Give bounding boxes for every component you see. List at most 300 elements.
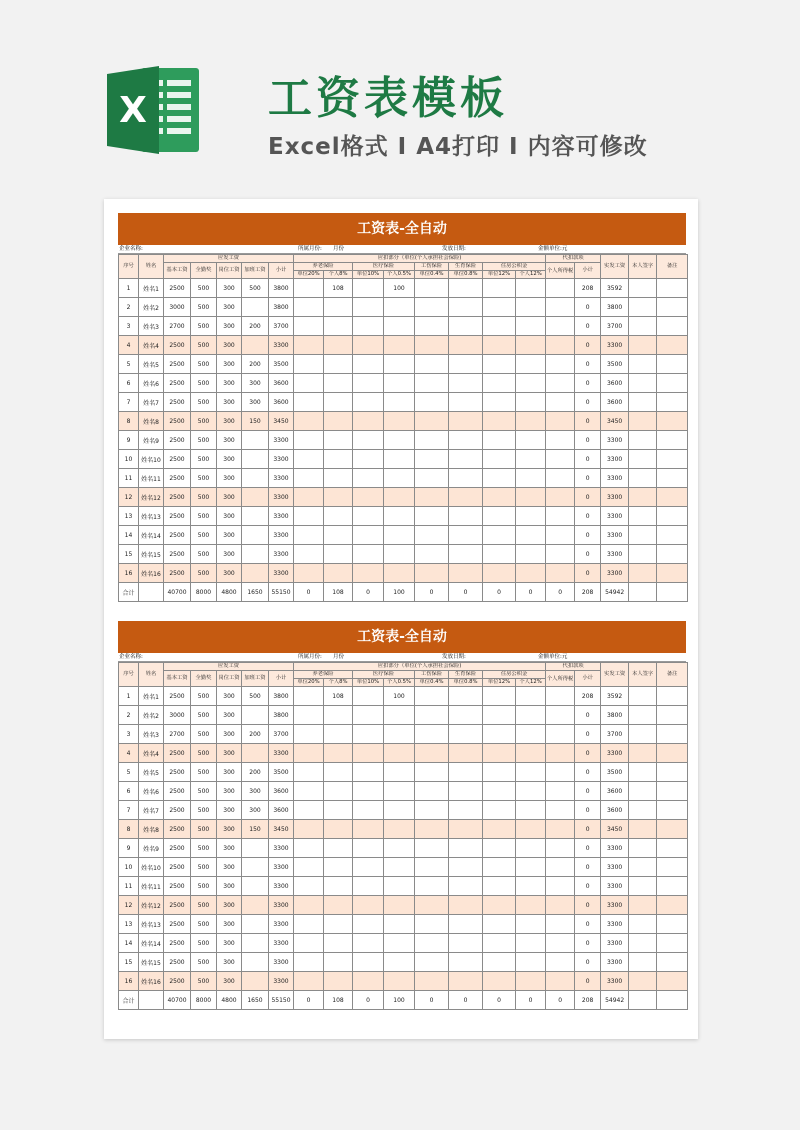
remark-cell[interactable]: [657, 374, 688, 393]
housing-unit-cell[interactable]: [483, 355, 516, 374]
pension-unit-cell[interactable]: [294, 374, 324, 393]
seq-cell: 2: [119, 706, 139, 725]
signature-cell[interactable]: [629, 839, 657, 858]
maternity-unit-cell[interactable]: [449, 431, 483, 450]
medical-personal-cell: 100: [384, 279, 415, 298]
signature-cell[interactable]: [629, 469, 657, 488]
maternity-unit-cell[interactable]: [449, 915, 483, 934]
medical-unit-cell[interactable]: [353, 839, 384, 858]
col-maternity-unit: 单位0.8%: [449, 679, 483, 687]
housing-unit-cell[interactable]: [483, 801, 516, 820]
medical-unit-cell[interactable]: [353, 298, 384, 317]
maternity-unit-cell[interactable]: [449, 877, 483, 896]
maternity-unit-cell[interactable]: [449, 763, 483, 782]
pension-personal-cell: [324, 450, 353, 469]
pension-unit-cell[interactable]: [294, 915, 324, 934]
subtotal-cell: 3300: [269, 915, 294, 934]
housing-personal-cell[interactable]: [516, 488, 546, 507]
housing-unit-cell[interactable]: [483, 858, 516, 877]
medical-unit-cell[interactable]: [353, 763, 384, 782]
remark-cell[interactable]: [657, 545, 688, 564]
housing-unit-cell[interactable]: [483, 934, 516, 953]
injury-unit-cell[interactable]: [415, 450, 449, 469]
housing-personal-cell[interactable]: [516, 839, 546, 858]
medical-unit-cell[interactable]: [353, 782, 384, 801]
total-attendance: 8000: [191, 583, 217, 602]
medical-unit-cell[interactable]: [353, 450, 384, 469]
housing-personal-cell[interactable]: [516, 801, 546, 820]
injury-unit-cell[interactable]: [415, 953, 449, 972]
maternity-unit-cell[interactable]: [449, 934, 483, 953]
pension-unit-cell[interactable]: [294, 763, 324, 782]
maternity-unit-cell[interactable]: [449, 507, 483, 526]
signature-cell[interactable]: [629, 412, 657, 431]
housing-personal-cell[interactable]: [516, 706, 546, 725]
housing-unit-cell[interactable]: [483, 298, 516, 317]
maternity-unit-cell[interactable]: [449, 706, 483, 725]
housing-unit-cell[interactable]: [483, 915, 516, 934]
signature-cell[interactable]: [629, 431, 657, 450]
housing-unit-cell[interactable]: [483, 431, 516, 450]
signature-cell[interactable]: [629, 336, 657, 355]
pension-unit-cell[interactable]: [294, 336, 324, 355]
maternity-unit-cell[interactable]: [449, 564, 483, 583]
remark-cell[interactable]: [657, 317, 688, 336]
remark-cell[interactable]: [657, 526, 688, 545]
remark-cell[interactable]: [657, 915, 688, 934]
remark-cell[interactable]: [657, 298, 688, 317]
total-signature-cell[interactable]: [629, 991, 657, 1010]
maternity-unit-cell[interactable]: [449, 725, 483, 744]
remark-cell[interactable]: [657, 355, 688, 374]
signature-cell[interactable]: [629, 763, 657, 782]
injury-unit-cell[interactable]: [415, 820, 449, 839]
housing-unit-cell[interactable]: [483, 839, 516, 858]
pension-unit-cell[interactable]: [294, 564, 324, 583]
housing-personal-cell[interactable]: [516, 526, 546, 545]
medical-unit-cell[interactable]: [353, 393, 384, 412]
base-cell: 2500: [164, 564, 191, 583]
housing-unit-cell[interactable]: [483, 564, 516, 583]
remark-cell[interactable]: [657, 801, 688, 820]
housing-unit-cell[interactable]: [483, 336, 516, 355]
housing-personal-cell[interactable]: [516, 412, 546, 431]
maternity-unit-cell[interactable]: [449, 744, 483, 763]
total-signature-cell[interactable]: [629, 583, 657, 602]
remark-cell[interactable]: [657, 934, 688, 953]
pension-unit-cell[interactable]: [294, 858, 324, 877]
medical-unit-cell[interactable]: [353, 915, 384, 934]
housing-personal-cell[interactable]: [516, 877, 546, 896]
maternity-unit-cell[interactable]: [449, 488, 483, 507]
signature-cell[interactable]: [629, 934, 657, 953]
medical-unit-cell[interactable]: [353, 564, 384, 583]
housing-personal-cell[interactable]: [516, 858, 546, 877]
pension-unit-cell[interactable]: [294, 431, 324, 450]
remark-cell[interactable]: [657, 782, 688, 801]
medical-unit-cell[interactable]: [353, 687, 384, 706]
maternity-unit-cell[interactable]: [449, 469, 483, 488]
signature-cell[interactable]: [629, 488, 657, 507]
total-remark-cell[interactable]: [657, 991, 688, 1010]
medical-unit-cell[interactable]: [353, 877, 384, 896]
remark-cell[interactable]: [657, 725, 688, 744]
housing-personal-cell[interactable]: [516, 972, 546, 991]
income-tax-cell: [546, 393, 575, 412]
housing-personal-cell[interactable]: [516, 896, 546, 915]
medical-unit-cell[interactable]: [353, 801, 384, 820]
medical-unit-cell[interactable]: [353, 706, 384, 725]
medical-unit-cell[interactable]: [353, 526, 384, 545]
housing-personal-cell[interactable]: [516, 450, 546, 469]
maternity-unit-cell[interactable]: [449, 355, 483, 374]
pension-unit-cell[interactable]: [294, 782, 324, 801]
housing-unit-cell[interactable]: [483, 763, 516, 782]
table-row: [119, 858, 688, 877]
pension-unit-cell[interactable]: [294, 393, 324, 412]
pension-unit-cell[interactable]: [294, 877, 324, 896]
injury-unit-cell[interactable]: [415, 317, 449, 336]
maternity-unit-cell[interactable]: [449, 839, 483, 858]
pension-unit-cell[interactable]: [294, 687, 324, 706]
remark-cell[interactable]: [657, 279, 688, 298]
remark-cell[interactable]: [657, 763, 688, 782]
medical-unit-cell[interactable]: [353, 545, 384, 564]
housing-unit-cell[interactable]: [483, 725, 516, 744]
maternity-unit-cell[interactable]: [449, 374, 483, 393]
seq-cell: 14: [119, 526, 139, 545]
medical-unit-cell[interactable]: [353, 355, 384, 374]
remark-cell[interactable]: [657, 564, 688, 583]
housing-personal-cell[interactable]: [516, 687, 546, 706]
housing-unit-cell[interactable]: [483, 279, 516, 298]
pension-unit-cell[interactable]: [294, 526, 324, 545]
signature-cell[interactable]: [629, 393, 657, 412]
injury-unit-cell[interactable]: [415, 279, 449, 298]
pension-unit-cell[interactable]: [294, 820, 324, 839]
injury-unit-cell[interactable]: [415, 412, 449, 431]
housing-unit-cell[interactable]: [483, 488, 516, 507]
housing-unit-cell[interactable]: [483, 972, 516, 991]
seq-cell: 11: [119, 469, 139, 488]
housing-personal-cell[interactable]: [516, 545, 546, 564]
housing-personal-cell[interactable]: [516, 355, 546, 374]
pension-unit-cell[interactable]: [294, 896, 324, 915]
housing-personal-cell[interactable]: [516, 431, 546, 450]
housing-unit-cell[interactable]: [483, 469, 516, 488]
pension-unit-cell[interactable]: [294, 839, 324, 858]
medical-unit-cell[interactable]: [353, 953, 384, 972]
overtime-cell: [242, 915, 269, 934]
injury-unit-cell[interactable]: [415, 896, 449, 915]
injury-unit-cell[interactable]: [415, 725, 449, 744]
remark-cell[interactable]: [657, 687, 688, 706]
housing-unit-cell[interactable]: [483, 317, 516, 336]
injury-unit-cell[interactable]: [415, 877, 449, 896]
maternity-unit-cell[interactable]: [449, 858, 483, 877]
medical-unit-cell[interactable]: [353, 507, 384, 526]
remark-cell[interactable]: [657, 393, 688, 412]
injury-unit-cell[interactable]: [415, 488, 449, 507]
remark-cell[interactable]: [657, 706, 688, 725]
pension-unit-cell[interactable]: [294, 972, 324, 991]
medical-unit-cell[interactable]: [353, 374, 384, 393]
signature-cell[interactable]: [629, 801, 657, 820]
pension-unit-cell[interactable]: [294, 450, 324, 469]
medical-unit-cell[interactable]: [353, 725, 384, 744]
pension-unit-cell[interactable]: [294, 953, 324, 972]
signature-cell[interactable]: [629, 915, 657, 934]
housing-unit-cell[interactable]: [483, 374, 516, 393]
housing-personal-cell[interactable]: [516, 336, 546, 355]
maternity-unit-cell[interactable]: [449, 801, 483, 820]
housing-personal-cell[interactable]: [516, 820, 546, 839]
signature-cell[interactable]: [629, 820, 657, 839]
attendance-cell: 500: [191, 355, 217, 374]
signature-cell[interactable]: [629, 507, 657, 526]
maternity-unit-cell[interactable]: [449, 687, 483, 706]
pension-unit-cell[interactable]: [294, 744, 324, 763]
signature-cell[interactable]: [629, 298, 657, 317]
injury-unit-cell[interactable]: [415, 507, 449, 526]
remark-cell[interactable]: [657, 507, 688, 526]
pension-unit-cell[interactable]: [294, 706, 324, 725]
housing-personal-cell[interactable]: [516, 763, 546, 782]
col-medical-unit: 单位10%: [353, 679, 384, 687]
signature-cell[interactable]: [629, 744, 657, 763]
housing-personal-cell[interactable]: [516, 744, 546, 763]
injury-unit-cell[interactable]: [415, 355, 449, 374]
housing-personal-cell[interactable]: [516, 915, 546, 934]
medical-unit-cell[interactable]: [353, 972, 384, 991]
total-name-cell[interactable]: [139, 583, 164, 602]
remark-cell[interactable]: [657, 858, 688, 877]
maternity-unit-cell[interactable]: [449, 279, 483, 298]
signature-cell[interactable]: [629, 782, 657, 801]
pension-unit-cell[interactable]: [294, 469, 324, 488]
housing-unit-cell[interactable]: [483, 896, 516, 915]
housing-unit-cell[interactable]: [483, 393, 516, 412]
remark-cell[interactable]: [657, 431, 688, 450]
pension-personal-cell: [324, 782, 353, 801]
pension-unit-cell[interactable]: [294, 412, 324, 431]
total-remark-cell[interactable]: [657, 583, 688, 602]
maternity-unit-cell[interactable]: [449, 782, 483, 801]
medical-unit-cell[interactable]: [353, 317, 384, 336]
signature-cell[interactable]: [629, 953, 657, 972]
maternity-unit-cell[interactable]: [449, 412, 483, 431]
maternity-unit-cell[interactable]: [449, 317, 483, 336]
remark-cell[interactable]: [657, 450, 688, 469]
maternity-unit-cell[interactable]: [449, 526, 483, 545]
injury-unit-cell[interactable]: [415, 374, 449, 393]
remark-cell[interactable]: [657, 412, 688, 431]
housing-unit-cell[interactable]: [483, 412, 516, 431]
name-cell: 姓名6: [139, 782, 164, 801]
housing-personal-cell[interactable]: [516, 782, 546, 801]
signature-cell[interactable]: [629, 972, 657, 991]
name-cell: 姓名16: [139, 564, 164, 583]
remark-cell[interactable]: [657, 469, 688, 488]
injury-unit-cell[interactable]: [415, 687, 449, 706]
col-tax-group: 代扣款项: [546, 663, 601, 671]
housing-personal-cell[interactable]: [516, 279, 546, 298]
col-injury: 工伤保险: [415, 263, 449, 271]
medical-unit-cell[interactable]: [353, 412, 384, 431]
pension-unit-cell[interactable]: [294, 317, 324, 336]
injury-unit-cell[interactable]: [415, 801, 449, 820]
maternity-unit-cell[interactable]: [449, 450, 483, 469]
injury-unit-cell[interactable]: [415, 469, 449, 488]
housing-personal-cell[interactable]: [516, 298, 546, 317]
injury-unit-cell[interactable]: [415, 744, 449, 763]
pension-personal-cell: [324, 934, 353, 953]
remark-cell[interactable]: [657, 972, 688, 991]
housing-unit-cell[interactable]: [483, 507, 516, 526]
total-post: 4800: [217, 583, 242, 602]
maternity-unit-cell[interactable]: [449, 545, 483, 564]
housing-personal-cell[interactable]: [516, 507, 546, 526]
housing-personal-cell[interactable]: [516, 469, 546, 488]
housing-unit-cell[interactable]: [483, 450, 516, 469]
post-cell: 300: [217, 355, 242, 374]
maternity-unit-cell[interactable]: [449, 336, 483, 355]
medical-unit-cell[interactable]: [353, 279, 384, 298]
injury-unit-cell[interactable]: [415, 782, 449, 801]
total-tax-subtotal: 208: [575, 583, 601, 602]
pension-unit-cell[interactable]: [294, 545, 324, 564]
signature-cell[interactable]: [629, 355, 657, 374]
attendance-cell: 500: [191, 469, 217, 488]
injury-unit-cell[interactable]: [415, 763, 449, 782]
net-cell: 3300: [601, 336, 629, 355]
maternity-unit-cell[interactable]: [449, 820, 483, 839]
medical-unit-cell[interactable]: [353, 896, 384, 915]
remark-cell[interactable]: [657, 744, 688, 763]
injury-unit-cell[interactable]: [415, 915, 449, 934]
pension-unit-cell[interactable]: [294, 934, 324, 953]
signature-cell[interactable]: [629, 725, 657, 744]
tax-subtotal-cell: 0: [575, 820, 601, 839]
total-medical-personal: 100: [384, 991, 415, 1010]
remark-cell[interactable]: [657, 896, 688, 915]
total-medical-unit: 0: [353, 583, 384, 602]
medical-unit-cell[interactable]: [353, 744, 384, 763]
housing-unit-cell[interactable]: [483, 820, 516, 839]
pension-unit-cell[interactable]: [294, 507, 324, 526]
total-injury-unit: 0: [415, 583, 449, 602]
payroll-table: [118, 254, 688, 602]
housing-unit-cell[interactable]: [483, 782, 516, 801]
name-cell: 姓名14: [139, 934, 164, 953]
signature-cell[interactable]: [629, 374, 657, 393]
housing-personal-cell[interactable]: [516, 393, 546, 412]
medical-unit-cell[interactable]: [353, 858, 384, 877]
signature-cell[interactable]: [629, 317, 657, 336]
maternity-unit-cell[interactable]: [449, 953, 483, 972]
housing-unit-cell[interactable]: [483, 953, 516, 972]
pension-unit-cell[interactable]: [294, 488, 324, 507]
medical-unit-cell[interactable]: [353, 488, 384, 507]
pension-unit-cell[interactable]: [294, 355, 324, 374]
medical-unit-cell[interactable]: [353, 934, 384, 953]
post-cell: 300: [217, 763, 242, 782]
housing-unit-cell[interactable]: [483, 877, 516, 896]
maternity-unit-cell[interactable]: [449, 298, 483, 317]
attendance-cell: 500: [191, 915, 217, 934]
injury-unit-cell[interactable]: [415, 858, 449, 877]
signature-cell[interactable]: [629, 279, 657, 298]
maternity-unit-cell[interactable]: [449, 393, 483, 412]
signature-cell[interactable]: [629, 858, 657, 877]
medical-unit-cell[interactable]: [353, 431, 384, 450]
injury-unit-cell[interactable]: [415, 564, 449, 583]
payroll-table: [118, 662, 688, 1010]
signature-cell[interactable]: [629, 564, 657, 583]
maternity-unit-cell[interactable]: [449, 896, 483, 915]
housing-unit-cell[interactable]: [483, 526, 516, 545]
total-name-cell[interactable]: [139, 991, 164, 1010]
injury-unit-cell[interactable]: [415, 526, 449, 545]
housing-personal-cell[interactable]: [516, 374, 546, 393]
maternity-unit-cell[interactable]: [449, 972, 483, 991]
signature-cell[interactable]: [629, 706, 657, 725]
pension-unit-cell[interactable]: [294, 725, 324, 744]
subtotal-cell: 3300: [269, 450, 294, 469]
injury-unit-cell[interactable]: [415, 336, 449, 355]
signature-cell[interactable]: [629, 545, 657, 564]
remark-cell[interactable]: [657, 820, 688, 839]
injury-unit-cell[interactable]: [415, 839, 449, 858]
injury-unit-cell[interactable]: [415, 706, 449, 725]
housing-personal-cell[interactable]: [516, 317, 546, 336]
signature-cell[interactable]: [629, 896, 657, 915]
injury-unit-cell[interactable]: [415, 934, 449, 953]
injury-unit-cell[interactable]: [415, 393, 449, 412]
housing-unit-cell[interactable]: [483, 687, 516, 706]
pension-unit-cell[interactable]: [294, 279, 324, 298]
housing-personal-cell[interactable]: [516, 564, 546, 583]
signature-cell[interactable]: [629, 450, 657, 469]
housing-unit-cell[interactable]: [483, 545, 516, 564]
housing-personal-cell[interactable]: [516, 934, 546, 953]
injury-unit-cell[interactable]: [415, 972, 449, 991]
medical-personal-cell: [384, 763, 415, 782]
injury-unit-cell[interactable]: [415, 431, 449, 450]
col-income-tax: 个人所得税: [546, 263, 575, 279]
table-row: [119, 564, 688, 583]
remark-cell[interactable]: [657, 488, 688, 507]
remark-cell[interactable]: [657, 953, 688, 972]
injury-unit-cell[interactable]: [415, 298, 449, 317]
medical-unit-cell[interactable]: [353, 469, 384, 488]
signature-cell[interactable]: [629, 687, 657, 706]
housing-personal-cell[interactable]: [516, 953, 546, 972]
signature-cell[interactable]: [629, 526, 657, 545]
injury-unit-cell[interactable]: [415, 545, 449, 564]
medical-unit-cell[interactable]: [353, 336, 384, 355]
housing-personal-cell[interactable]: [516, 725, 546, 744]
medical-unit-cell[interactable]: [353, 820, 384, 839]
remark-cell[interactable]: [657, 336, 688, 355]
pension-unit-cell[interactable]: [294, 298, 324, 317]
remark-cell[interactable]: [657, 839, 688, 858]
housing-unit-cell[interactable]: [483, 706, 516, 725]
remark-cell[interactable]: [657, 877, 688, 896]
housing-unit-cell[interactable]: [483, 744, 516, 763]
pension-unit-cell[interactable]: [294, 801, 324, 820]
signature-cell[interactable]: [629, 877, 657, 896]
